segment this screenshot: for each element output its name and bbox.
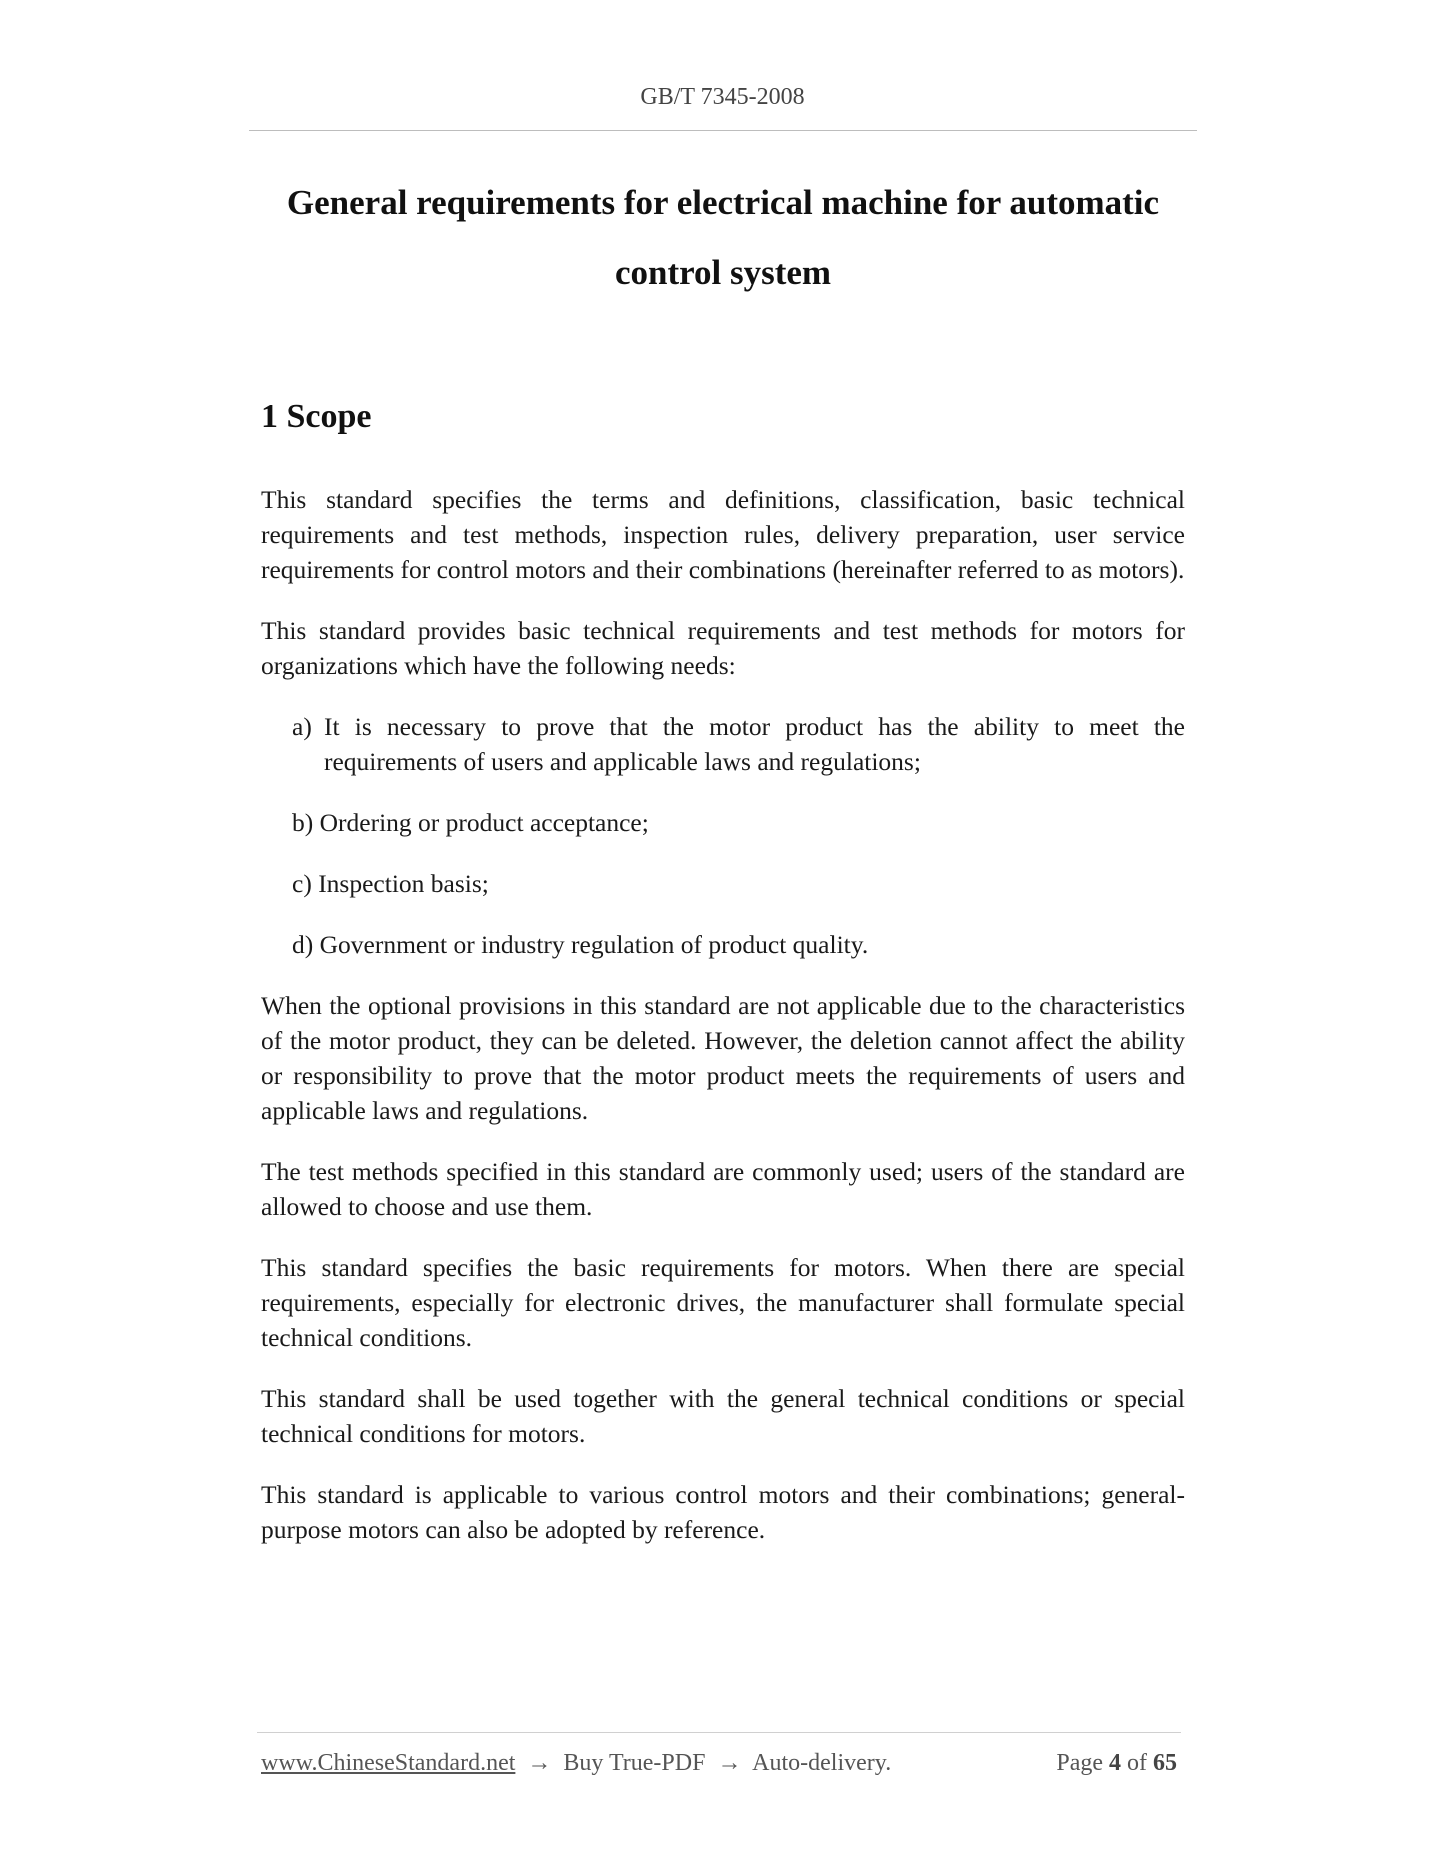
- site-link[interactable]: www.ChineseStandard.net: [261, 1750, 516, 1776]
- title-line-2: control system: [614, 253, 832, 292]
- header-divider: [249, 130, 1197, 131]
- section-body: [261, 482, 1185, 1573]
- page-current: 4: [1109, 1750, 1121, 1776]
- paragraph: The test methods specified in this standard are commonly used; users of the standard are allowed to choose and use them.: [261, 1157, 1185, 1221]
- auto-delivery-text: Auto-delivery.: [752, 1750, 892, 1776]
- paragraph: This standard specifies the terms and definitions, classification, basic technical requirements and test methods, inspection rules, delivery preparation, user service requirements for control motors and their combinations (hereinafter referred to as motors).: [261, 485, 1185, 584]
- page-of: of: [1127, 1750, 1147, 1776]
- paragraph: This standard shall be used together with the general technical conditions or special technical conditions for motors.: [261, 1384, 1185, 1448]
- section-heading: 1 Scope: [261, 398, 372, 435]
- list-item-text: It is necessary to prove that the motor product has the ability to meet the requirements of users and applicable laws and regulations;: [324, 712, 1185, 776]
- paragraph: This standard specifies the basic requirements for motors. When there are special requirements, especially for electronic drives, the manufacturer shall formulate special technical conditions.: [261, 1253, 1185, 1352]
- arrow-right-icon: →: [717, 1750, 742, 1776]
- arrow-right-icon: →: [527, 1750, 552, 1776]
- page-total: 65: [1153, 1750, 1177, 1776]
- list-item-text: Government or industry regulation of product quality.: [319, 930, 869, 959]
- paragraph: This standard is applicable to various control motors and their combinations; general-purpose motors can also be adopted by reference.: [261, 1480, 1185, 1544]
- paragraph: This standard provides basic technical requirements and test methods for motors for organizations which have the following needs:: [261, 616, 1185, 680]
- header-code: GB/T 7345-2008: [640, 84, 805, 110]
- title-line-1: General requirements for electrical machine for automatic: [286, 183, 1160, 222]
- list-item-text: Inspection basis;: [318, 869, 489, 898]
- list-item: [261, 709, 1185, 779]
- paragraph: When the optional provisions in this standard are not applicable due to the characteristics of the motor product, they can be deleted. However, the deletion cannot affect the ability or responsibility to prove that the motor product meets the requirements of users and applicable laws and regulations.: [261, 991, 1185, 1125]
- document-title: [249, 168, 1197, 308]
- footer-left: [261, 1750, 891, 1777]
- page-footer: [261, 1750, 1177, 1777]
- list-item-text: Ordering or product acceptance;: [319, 808, 649, 837]
- list-item: [261, 927, 1185, 962]
- footer-divider: [257, 1732, 1181, 1733]
- list-marker: a): [292, 712, 312, 741]
- list-marker: c): [292, 869, 312, 898]
- list-marker: d): [292, 930, 314, 959]
- buy-pdf-text: Buy True-PDF: [563, 1750, 706, 1776]
- list-item: [261, 805, 1185, 840]
- page-label: Page: [1056, 1750, 1103, 1776]
- page-indicator: [1056, 1750, 1177, 1777]
- list-item: [261, 866, 1185, 901]
- list-marker: b): [292, 808, 314, 837]
